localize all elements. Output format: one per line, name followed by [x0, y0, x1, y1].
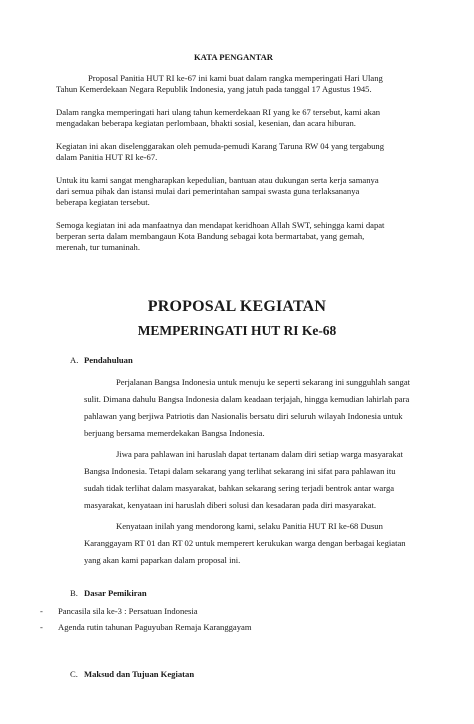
sa-p1-line4: berjuang bersama memerdekakan Bangsa Indonesia. [84, 428, 265, 438]
sa-p2-line4: masyarakat, kenyataan ini haruslah diberi solusi dan kesadaran pada diri masyarakat. [84, 500, 377, 510]
sa-p2-line1: Jiwa para pahlawan ini haruslah dapat tertanam dalam diri setiap warga masyarakat [116, 449, 403, 459]
kp-p2-line1: Dalam rangka memperingati hari ulang tahun kemerdekaan RI yang ke 67 tersebut, kami akan [56, 107, 381, 117]
kp-p2-line2: mengadakan beberapa kegiatan perlombaan, bhakti sosial, kesenian, dan acara hiburan. [56, 118, 356, 128]
section-a-marker: A. [70, 355, 79, 365]
sa-p3-line1: Kenyataan inilah yang mendorong kami, selaku Panitia HUT RI ke-68 Dusun [116, 521, 383, 531]
kp-p3-line2: dalam Panitia HUT RI ke-67. [56, 152, 158, 162]
kp-p4-line1: Untuk itu kami sangat mengharapkan kepedulian, bantuan atau dukungan serta kerja samanya [56, 175, 379, 185]
kp-p5-line1: Semoga kegiatan ini ada manfaatnya dan mendapat keridhoan Allah SWT, sehingga kami dapat [56, 220, 385, 230]
kata-pengantar-title: KATA PENGANTAR [194, 52, 274, 62]
proposal-title: PROPOSAL KEGIATAN [147, 298, 327, 315]
kp-p1-line1: Proposal Panitia HUT RI ke-67 ini kami buat dalam rangka memperingati Hari Ulang [88, 73, 383, 83]
sa-p1-line2: sulit. Dimana dahulu Bangsa Indonesia dalam keadaan terjajah, hingga kemudian lahirlah para [84, 394, 410, 404]
sa-p2-line3: sudah tidak terlihat dalam masyarakat, bahkan sekarang sering terjadi bentrok antar warga [84, 483, 395, 493]
section-b-marker: B. [70, 588, 78, 598]
section-a-heading: Pendahuluan [84, 355, 133, 365]
kp-p5-line2: berperan serta dalam membangaun Kota Bandung sebagai kota bermartabat, yang gemah, [56, 231, 365, 241]
sa-p2-line2: Bangsa Indonesia. Tetapi dalam sekarang yang terlihat sekarang ini sifat para pahlawan itu [84, 466, 396, 476]
sa-p3-line3: yang akan kami paparkan dalam proposal ini. [84, 555, 241, 565]
section-b-bullet-2: - [40, 622, 43, 632]
section-c-heading: Maksud dan Tujuan Kegiatan [84, 669, 195, 679]
section-b-bullet-1: - [40, 606, 43, 616]
kp-p3-line1: Kegiatan ini akan diselenggarakan oleh pemuda-pemudi Karang Taruna RW 04 yang tergabung [56, 141, 385, 151]
section-b-item-2: Agenda rutin tahunan Paguyuban Remaja Karanggayam [58, 622, 252, 632]
kp-p1-line2: Tahun Kemerdekaan Negara Republik Indonesia, yang jatuh pada tanggal 17 Agustus 1945. [56, 84, 372, 94]
kp-p5-line3: merenah, tur tumaninah. [56, 242, 140, 252]
section-c-marker: C. [70, 669, 78, 679]
section-b-heading: Dasar Pemikiran [84, 588, 147, 598]
kp-p4-line2: dari semua pihak dan istansi mulai dari pemerintahan sampai swasta guna terlaksananya [56, 186, 360, 196]
proposal-subtitle: MEMPERINGATI HUT RI Ke-68 [137, 323, 337, 338]
sa-p1-line1: Perjalanan Bangsa Indonesia untuk menuju ke seperti sekarang ini sungguhlah sangat [116, 377, 411, 387]
section-b-item-1: Pancasila sila ke-3 : Persatuan Indonesia [58, 606, 198, 616]
sa-p3-line2: Karanggayam RT 01 dan RT 02 untuk memperert kerukukan warga dengan berbagai kegiatan [84, 538, 406, 548]
kp-p4-line3: beberapa kegiatan tersebut. [56, 197, 150, 207]
sa-p1-line3: pahlawan yang berjiwa Patriotis dan Nasionalis bersatu diri seluruh wilayah Indonesia untuk [84, 411, 403, 421]
